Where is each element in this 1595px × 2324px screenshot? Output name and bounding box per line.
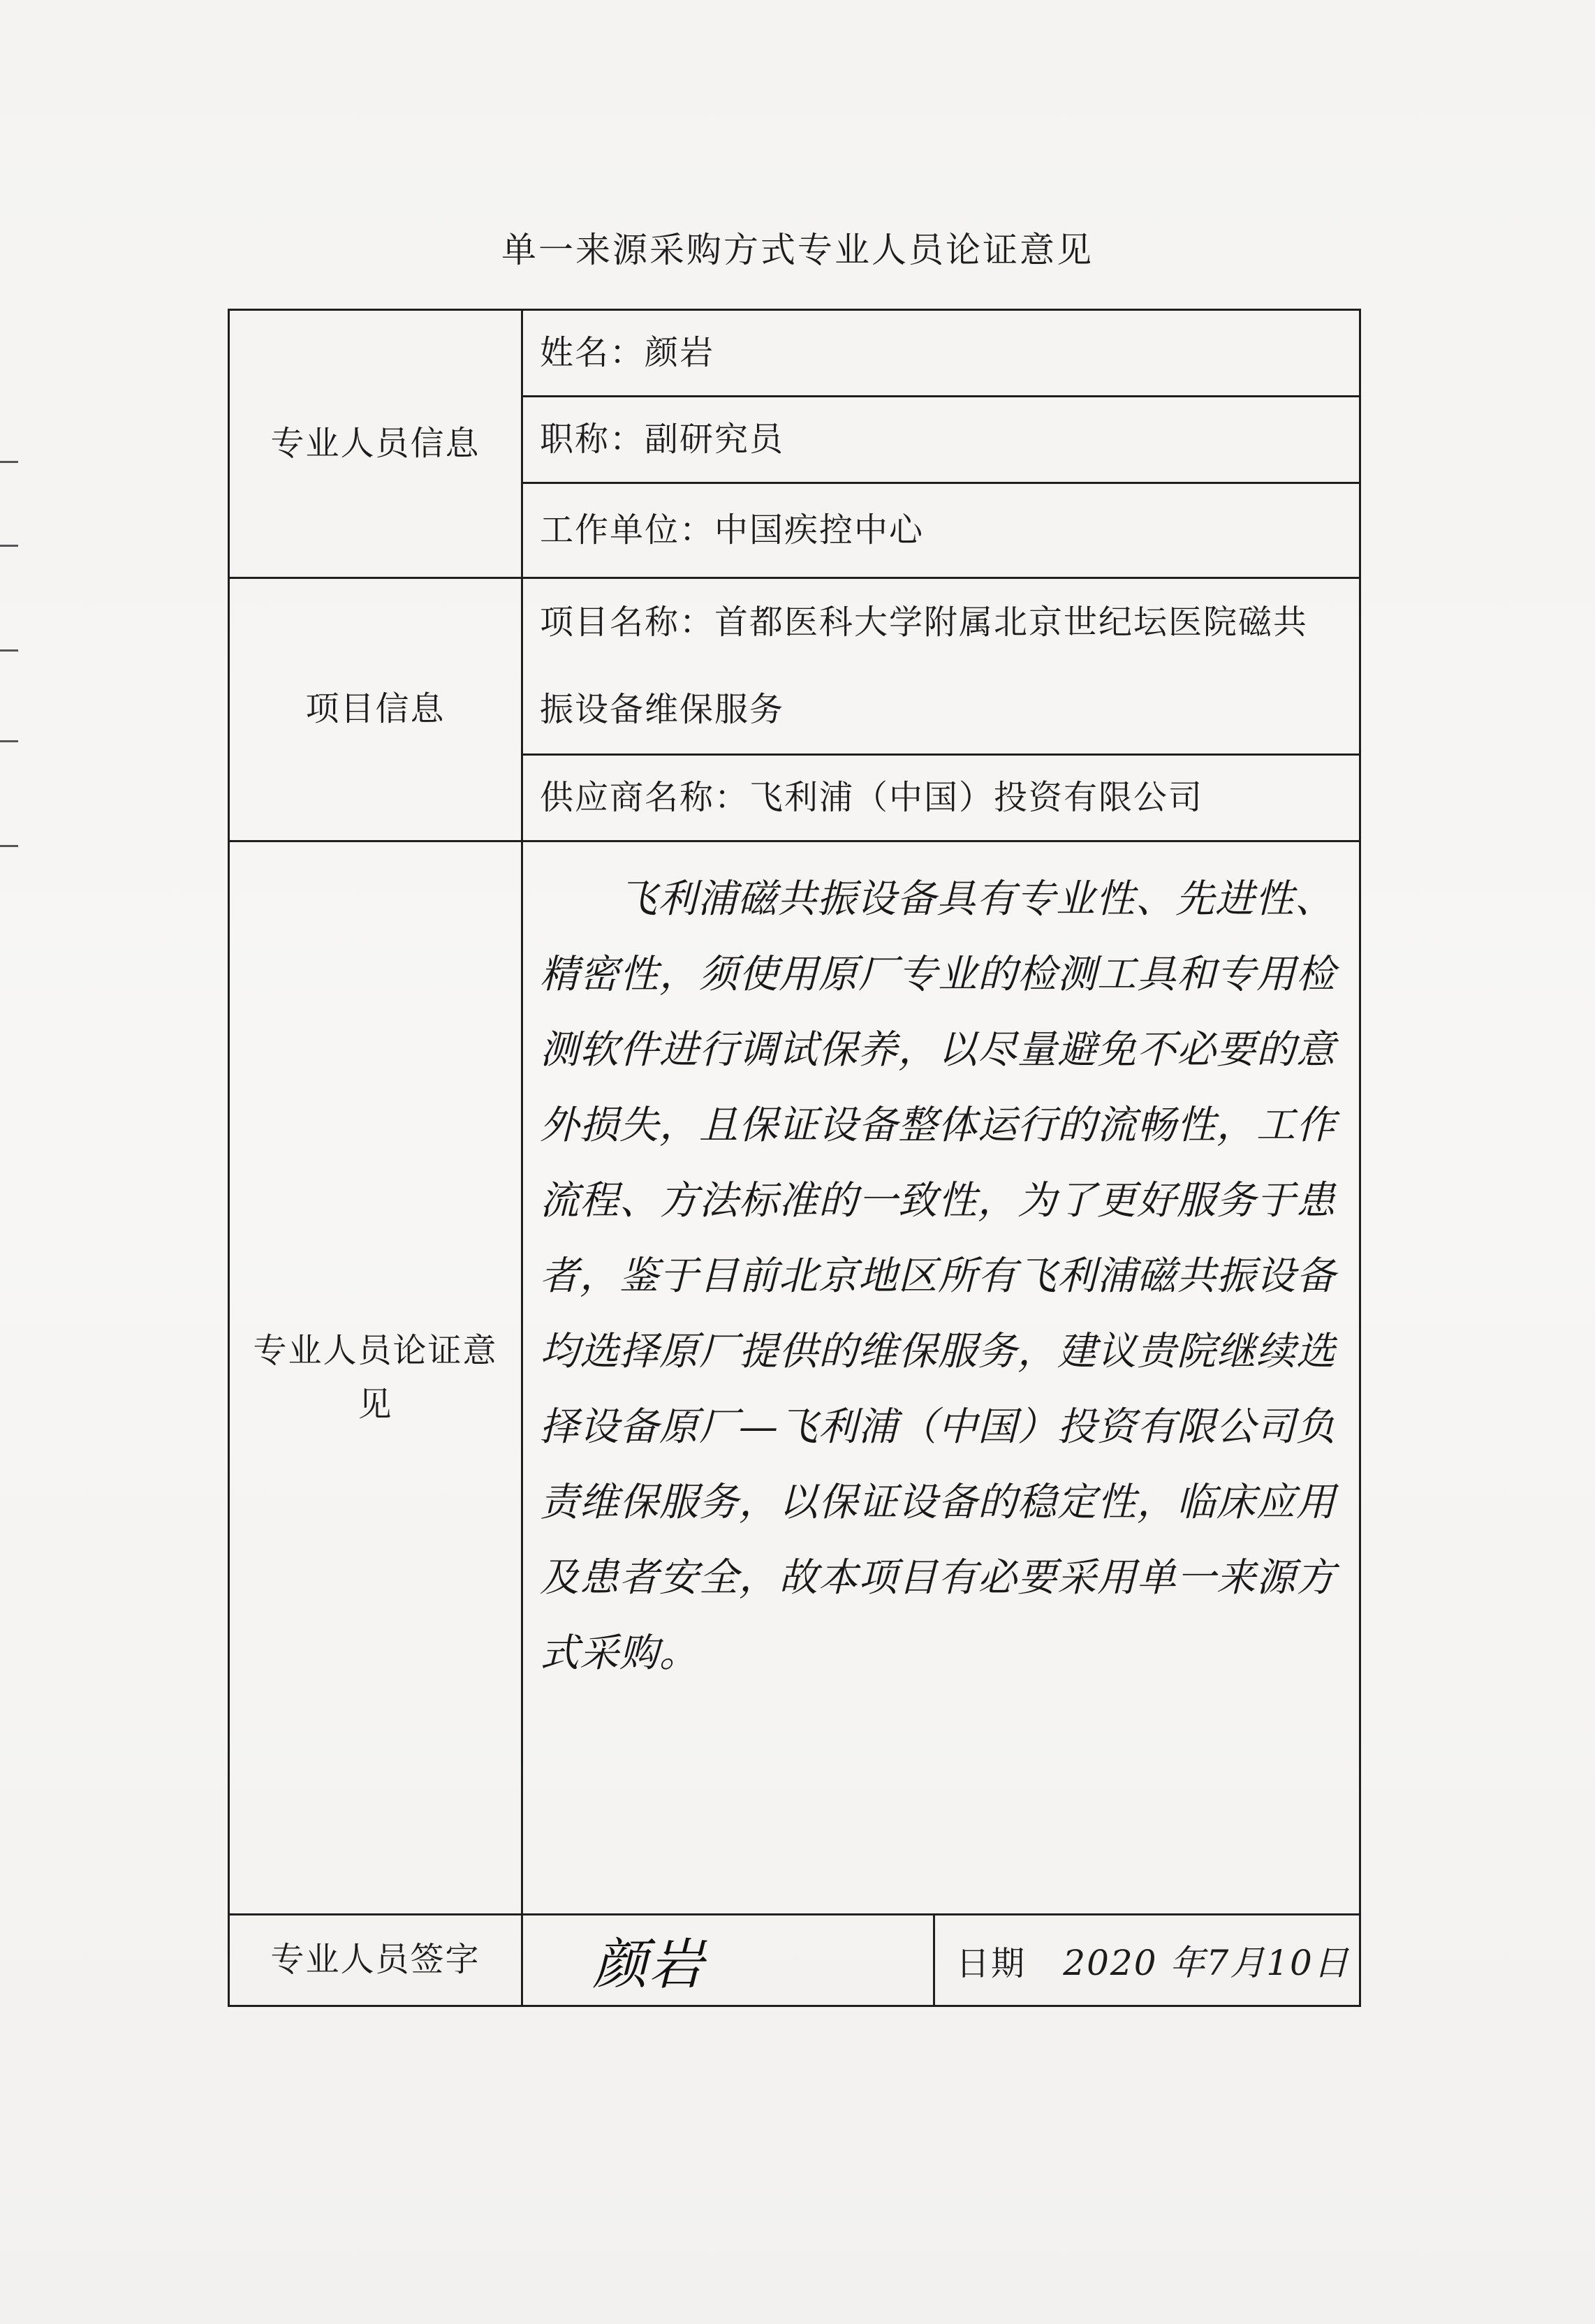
document-title: 单一来源采购方式专业人员论证意见	[501, 230, 1094, 270]
expert-title-field: 职称：副研究员	[522, 397, 1360, 483]
project-name-row	[229, 578, 1360, 755]
expert-employer-field: 工作单位：中国疾控中心	[522, 483, 1360, 578]
project-name-field: 项目名称：首都医科大学附属北京世纪坛医院磁共振设备维保服务	[522, 578, 1360, 755]
opinion-handwritten-text: 飞利浦磁共振设备具有专业性、先进性、精密性，须使用原厂专业的检测工具和专用检测软件进行调试保养，以尽量避免不必要的意外损失，且保证设备整体运行的流畅性，工作流程、方法标准的一致性，为了更好服务于患者，鉴于目前北京地区所有飞利浦磁共振设备均选择原厂提供的维保服务，建议贵院继续选择设备原厂—飞利浦（中国）投资有限公司负责维保服务，以保证设备的稳定性，临床应用及患者安全，故本项目有必要采用单一来源方式采购。	[540, 876, 1336, 1676]
edge-mark	[0, 649, 18, 652]
opinion-row	[229, 841, 1360, 1914]
expert-info-label: 专业人员信息	[229, 310, 522, 578]
expert-name-row	[229, 310, 1360, 397]
signature-label: 专业人员签字	[229, 1914, 522, 2006]
edge-mark	[0, 740, 18, 742]
opinion-content	[522, 841, 1360, 1914]
date-value: 2020 年7月10日	[1063, 1942, 1350, 1983]
opinion-label: 专业人员论证意见	[229, 841, 522, 1914]
date-field	[934, 1914, 1360, 2006]
date-label: 日期	[956, 1943, 1027, 1983]
handwritten-signature: 颜岩	[522, 1914, 934, 2006]
edge-mark	[0, 545, 18, 547]
signature-row	[229, 1914, 1360, 2006]
project-info-label: 项目信息	[229, 578, 522, 841]
expert-name-field: 姓名：颜岩	[522, 310, 1360, 397]
edge-mark	[0, 845, 18, 847]
opinion-form-table	[228, 309, 1361, 2007]
edge-mark	[0, 461, 18, 463]
supplier-field: 供应商名称：飞利浦（中国）投资有限公司	[522, 754, 1360, 841]
